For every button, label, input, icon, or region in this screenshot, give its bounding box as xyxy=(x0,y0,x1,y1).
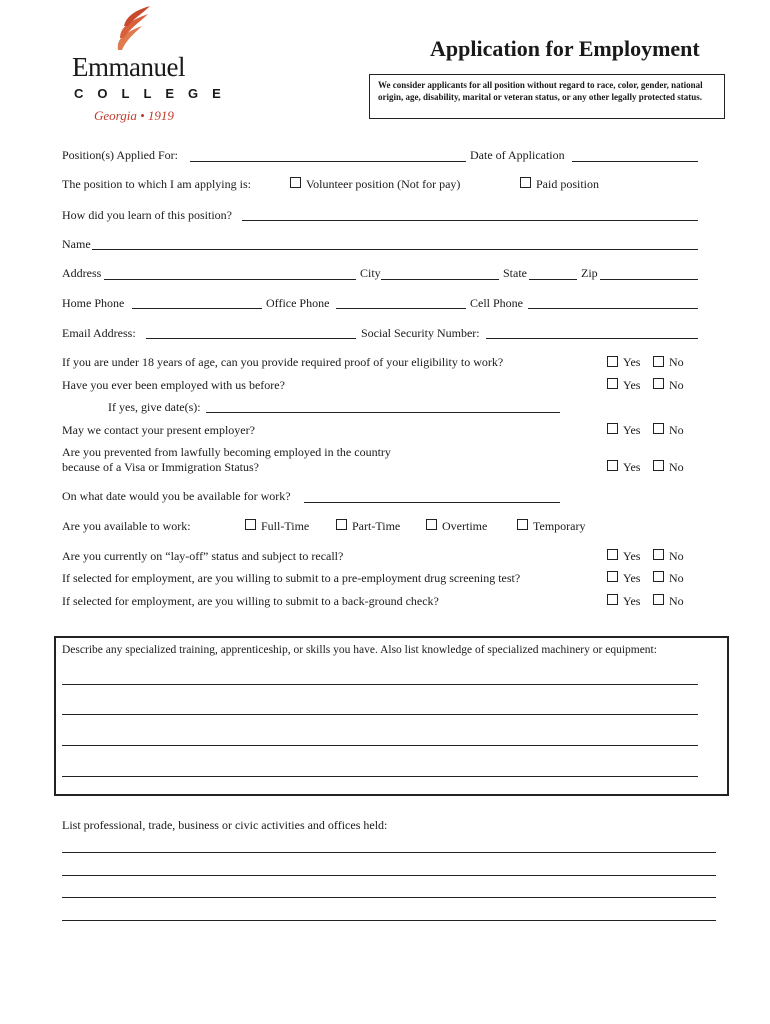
skills-line-4[interactable] xyxy=(62,776,698,777)
college-logo-flame-icon xyxy=(112,4,152,52)
drug-screen-question: If selected for employment, are you willing to submit to a pre-employment drug screening test? xyxy=(62,571,521,585)
activities-line-3[interactable] xyxy=(62,897,716,898)
if-yes-dates-field[interactable] xyxy=(206,412,560,413)
cell-phone-field[interactable] xyxy=(528,308,698,309)
zip-label: Zip xyxy=(581,266,598,280)
applying-type-label: The position to which I am applying is: xyxy=(62,177,251,191)
employed-before-yes-checkbox[interactable] xyxy=(607,378,618,389)
zip-field[interactable] xyxy=(600,279,698,280)
background-check-no-checkbox[interactable] xyxy=(653,594,664,605)
layoff-no-checkbox[interactable] xyxy=(653,549,664,560)
under-18-yes-label: Yes xyxy=(623,355,641,369)
contact-employer-yes-checkbox[interactable] xyxy=(607,423,618,434)
layoff-question: Are you currently on “lay-off” status and subject to recall? xyxy=(62,549,344,563)
visa-no-label: No xyxy=(669,460,684,474)
background-check-no-label: No xyxy=(669,594,684,608)
temporary-checkbox[interactable] xyxy=(517,519,528,530)
paid-position-checkbox[interactable] xyxy=(520,177,531,188)
address-label: Address xyxy=(62,266,102,280)
name-field[interactable] xyxy=(92,249,698,250)
how-learn-field[interactable] xyxy=(242,220,698,221)
name-label: Name xyxy=(62,237,91,251)
skills-section-box xyxy=(54,636,729,796)
how-learn-label: How did you learn of this position? xyxy=(62,208,232,222)
activities-line-1[interactable] xyxy=(62,852,716,853)
volunteer-label: Volunteer position (Not for pay) xyxy=(306,177,461,191)
email-label: Email Address: xyxy=(62,326,136,340)
address-field[interactable] xyxy=(104,279,356,280)
state-label: State xyxy=(503,266,527,280)
employed-before-no-label: No xyxy=(669,378,684,392)
employed-before-question: Have you ever been employed with us before? xyxy=(62,378,285,392)
office-phone-field[interactable] xyxy=(336,308,466,309)
available-date-question: On what date would you be available for work? xyxy=(62,489,291,503)
background-check-question: If selected for employment, are you willing to submit to a back-ground check? xyxy=(62,594,439,608)
visa-no-checkbox[interactable] xyxy=(653,460,664,471)
drug-screen-no-label: No xyxy=(669,571,684,585)
temporary-label: Temporary xyxy=(533,519,586,533)
contact-employer-no-label: No xyxy=(669,423,684,437)
visa-question-line2: because of a Visa or Immigration Status? xyxy=(62,460,260,474)
college-logo-tagline: Georgia • 1919 xyxy=(94,108,174,123)
eeo-statement-text: We consider applicants for all position without regard to race, color, gender, national origin, age, disability, marital or veteran status, or any other legally protected status. xyxy=(378,80,703,102)
visa-yes-checkbox[interactable] xyxy=(607,460,618,471)
under-18-no-checkbox[interactable] xyxy=(653,356,664,367)
layoff-no-label: No xyxy=(669,549,684,563)
activities-prompt: List professional, trade, business or civic activities and offices held: xyxy=(62,818,388,832)
position-applied-label: Position(s) Applied For: xyxy=(62,148,179,162)
college-logo-wordmark: COLLEGE xyxy=(74,86,235,101)
cell-phone-label: Cell Phone xyxy=(470,296,523,310)
background-check-yes-checkbox[interactable] xyxy=(607,594,618,605)
home-phone-label: Home Phone xyxy=(62,296,125,310)
skills-prompt: Describe any specialized training, apprenticeship, or skills you have. Also list knowledge of specialized machinery or equipment: xyxy=(62,644,657,656)
employed-before-no-checkbox[interactable] xyxy=(653,378,664,389)
state-field[interactable] xyxy=(529,279,577,280)
date-of-application-label: Date of Application xyxy=(470,148,565,162)
under-18-question: If you are under 18 years of age, can you provide required proof of your eligibility to work? xyxy=(62,355,504,369)
home-phone-field[interactable] xyxy=(132,308,262,309)
date-of-application-field[interactable] xyxy=(572,161,698,162)
city-label: City xyxy=(360,266,381,280)
layoff-yes-checkbox[interactable] xyxy=(607,549,618,560)
available-to-work-label: Are you available to work: xyxy=(62,519,191,533)
contact-employer-yes-label: Yes xyxy=(623,423,641,437)
drug-screen-yes-checkbox[interactable] xyxy=(607,571,618,582)
form-title: Application for Employment xyxy=(430,36,700,61)
email-field[interactable] xyxy=(146,338,356,339)
paid-position-label: Paid position xyxy=(536,177,600,191)
full-time-checkbox[interactable] xyxy=(245,519,256,530)
if-yes-dates-label: If yes, give date(s): xyxy=(108,400,201,414)
volunteer-checkbox[interactable] xyxy=(290,177,301,188)
part-time-label: Part-Time xyxy=(352,519,401,533)
activities-line-2[interactable] xyxy=(62,875,716,876)
employed-before-yes-label: Yes xyxy=(623,378,641,392)
skills-line-3[interactable] xyxy=(62,745,698,746)
ssn-label: Social Security Number: xyxy=(361,326,480,340)
visa-yes-label: Yes xyxy=(623,460,641,474)
drug-screen-yes-label: Yes xyxy=(623,571,641,585)
city-field[interactable] xyxy=(381,279,499,280)
office-phone-label: Office Phone xyxy=(266,296,330,310)
ssn-field[interactable] xyxy=(486,338,698,339)
under-18-yes-checkbox[interactable] xyxy=(607,356,618,367)
visa-question-line1: Are you prevented from lawfully becoming employed in the country xyxy=(62,445,391,459)
contact-employer-question: May we contact your present employer? xyxy=(62,423,255,437)
layoff-yes-label: Yes xyxy=(623,549,641,563)
part-time-checkbox[interactable] xyxy=(336,519,347,530)
skills-line-2[interactable] xyxy=(62,714,698,715)
available-date-field[interactable] xyxy=(304,502,560,503)
under-18-no-label: No xyxy=(669,355,684,369)
position-applied-field[interactable] xyxy=(190,161,466,162)
drug-screen-no-checkbox[interactable] xyxy=(653,571,664,582)
contact-employer-no-checkbox[interactable] xyxy=(653,423,664,434)
full-time-label: Full-Time xyxy=(261,519,310,533)
background-check-yes-label: Yes xyxy=(623,594,641,608)
eeo-statement-box xyxy=(369,74,725,119)
college-logo-name: Emmanuel xyxy=(72,52,185,82)
activities-line-4[interactable] xyxy=(62,920,716,921)
overtime-label: Overtime xyxy=(442,519,488,533)
skills-line-1[interactable] xyxy=(62,684,698,685)
overtime-checkbox[interactable] xyxy=(426,519,437,530)
